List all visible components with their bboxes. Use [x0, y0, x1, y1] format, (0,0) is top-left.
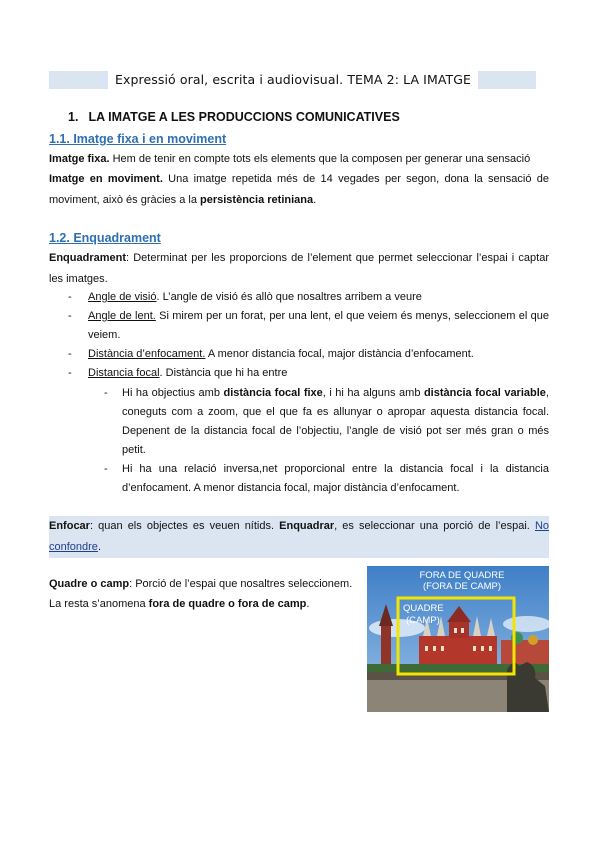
list-dash: -	[68, 291, 72, 303]
text-end: .	[97, 541, 101, 553]
list-dash: -	[68, 348, 72, 360]
text-end: .	[306, 598, 310, 610]
list-item-text: . Distància que hi ha entre	[159, 367, 288, 379]
list-item-text: A menor distancia focal, major distància d’enfocament.	[205, 348, 474, 360]
text-enquadrament: : Determinat per les proporcions de l’element que permet seleccionar l’espai i captar les imatges.	[49, 252, 549, 285]
paragraph-enquadrament	[49, 248, 549, 290]
text-enfocar: : quan els objectes es veuen nítids.	[89, 520, 280, 532]
inner-label-1: QUADRE	[403, 603, 444, 614]
term-persistencia: persistència retiniana	[200, 194, 314, 206]
subsection-heading-1-1: 1.1. Imatge fixa i en moviment	[49, 132, 227, 146]
list-item	[68, 288, 549, 307]
list-item	[68, 345, 549, 364]
term-distancia-focal: Distancia focal	[88, 367, 160, 379]
term-imatge-fixa: Imatge fixa.	[49, 153, 110, 165]
paragraph-quadre-line-2	[49, 597, 309, 611]
term-quadre-camp: Quadre o camp	[49, 578, 130, 590]
museum-center	[449, 622, 469, 638]
list-item-text: Si mirem per un forat, per una lent, el que veiem és menys, seleccionem el que veiem.	[88, 310, 550, 341]
sub-list-item	[104, 460, 549, 498]
term-focal-variable: distància focal variable	[423, 387, 546, 399]
outer-label-1: FORA DE QUADRE	[419, 570, 505, 581]
term-enquadrar: Enquadrar	[279, 520, 335, 532]
list-dash: -	[68, 367, 72, 379]
list-dash: -	[104, 387, 108, 399]
list-item	[68, 364, 549, 383]
term-angle-visio: Angle de visió	[88, 291, 157, 303]
framing-photo	[367, 566, 549, 712]
text-quadre: : Porció de l’espai que nosaltres seleccionem.	[129, 578, 353, 590]
document-title: Expressió oral, escrita i audiovisual. TEMA 2: LA IMATGE	[108, 71, 478, 89]
text-quadre: La resta s’anomena	[49, 598, 149, 610]
list-item	[68, 307, 549, 345]
text-enquadrar: , es seleccionar una porció de l’espai.	[334, 520, 535, 532]
onion-dome	[528, 635, 538, 645]
term-focal-fixe: distància focal fixe	[223, 387, 323, 399]
cloud	[503, 616, 549, 632]
list-dash: -	[68, 310, 72, 322]
section-heading	[68, 110, 400, 124]
paragraph-imatge-fixa	[49, 149, 549, 170]
list-dash: -	[104, 463, 108, 475]
paragraph-imatge-moviment	[49, 169, 549, 211]
inner-label-2: (CAMP)	[406, 615, 440, 626]
term-enquadrament: Enquadrament	[49, 252, 127, 264]
framing-photo-svg	[367, 566, 549, 712]
sub-item-text: , i hi ha alguns amb	[322, 387, 424, 399]
sub-item-text: , coneguts com a zoom, que el que fa es allunyar o apropar aquesta distancia focal. Depenent de la distancia focal de l’objectiu, l’angle de visió pot ser més gran o més petit.	[122, 387, 549, 456]
sub-list-item	[104, 384, 549, 460]
sub-item-text: Hi ha objectius amb	[122, 387, 224, 399]
term-angle-lent: Angle de lent.	[88, 310, 156, 322]
term-enfocar: Enfocar	[49, 520, 90, 532]
link-no-confondre[interactable]: No confondre	[49, 520, 549, 553]
term-fora-quadre: fora de quadre o fora de camp	[148, 598, 307, 610]
subsection-heading-1-2: 1.2. Enquadrament	[49, 231, 161, 245]
section-number: 1.	[68, 110, 79, 124]
term-imatge-moviment: Imatge en moviment.	[49, 173, 163, 185]
sub-item-text: Hi ha una relació inversa,net proporcional entre la distancia focal i la distancia d’enfocament. A menor distancia focal, major distància d’enfocament.	[122, 463, 549, 494]
term-distancia-enfocament: Distància d’enfocament.	[88, 348, 206, 360]
list-item-text: . L’angle de visió és allò que nosaltres arribem a veure	[156, 291, 422, 303]
highlighted-paragraph-enfocar	[49, 516, 549, 558]
outer-label-2: (FORA DE CAMP)	[422, 581, 502, 592]
text-imatge-moviment: Una imatge repetida més de 14 vegades per segon, dona la sensació de moviment, això és gràcies a la	[49, 173, 549, 206]
text-imatge-fixa: Hem de tenir en compte tots els elements que la composen per generar una sensació	[109, 153, 531, 165]
paragraph-quadre-line-1	[49, 577, 352, 591]
section-title: LA IMATGE A LES PRODUCCIONS COMUNICATIVES	[88, 110, 400, 124]
text-end: .	[313, 194, 317, 206]
